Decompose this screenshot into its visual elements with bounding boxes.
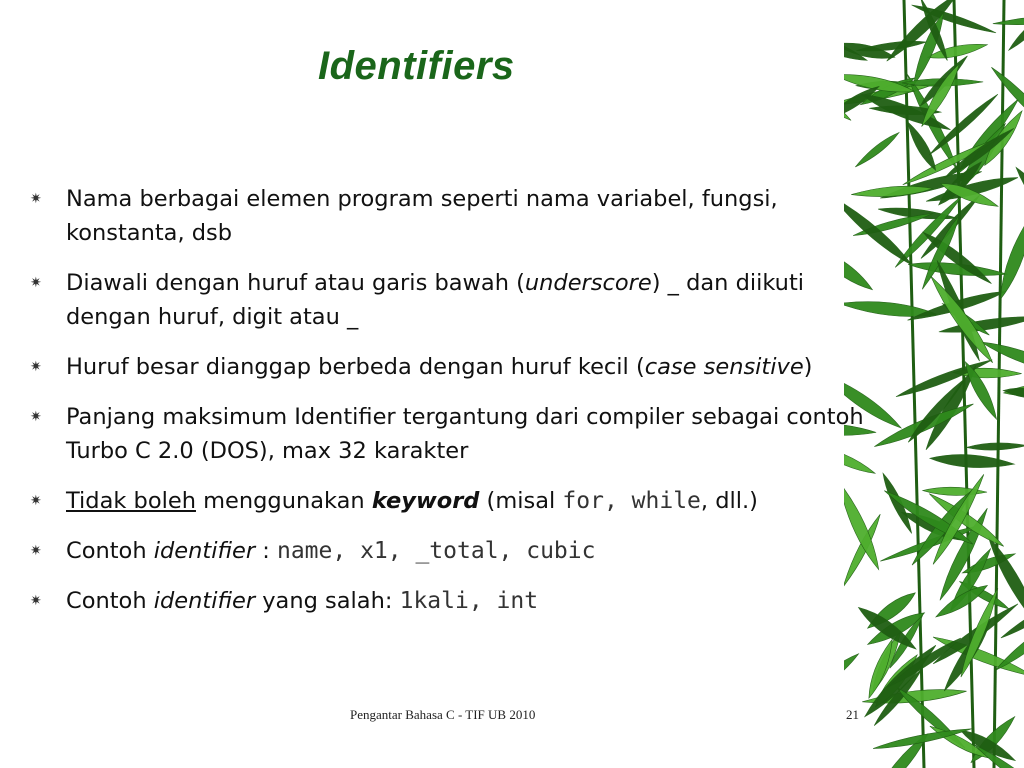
keyword-term: keyword [371,488,480,514]
bullet-text: Diawali dengan huruf atau garis bawah ( [66,270,525,296]
bullet-item [30,584,870,618]
bullet-text: ) [803,354,813,380]
bullet-text: : [255,538,277,564]
bullet-text: Huruf besar dianggap berbeda dengan huruf kecil ( [66,354,645,380]
asterisk-bullet-icon: ✷ [30,191,42,207]
bullet-list [30,182,870,634]
bullet-item [30,266,870,334]
code-example: name, x1, _total, cubic [276,538,596,564]
bullet-text: ) _ dan diikuti dengan huruf, digit atau _ [66,270,805,330]
underlined-text: Tidak boleh [66,488,196,514]
bamboo-leaf [920,228,994,287]
bamboo-leaf [1012,164,1024,232]
bullet-item [30,484,870,518]
bullet-text: Panjang maksimum Identifier tergantung dari compiler sebagai contoh Turbo C 2.0 (DOS), max 32 karakter [66,404,864,464]
bullet-emphasis: case sensitive [644,354,804,380]
slide-title: Identifiers [318,44,515,88]
bullet-text: , dll.) [700,488,758,514]
bamboo-leaf [844,650,861,700]
bullet-item [30,182,870,250]
bamboo-leaf [1006,6,1024,53]
slide-footer: Pengantar Bahasa C - TIF UB 2010 [350,707,536,722]
bullet-text: Contoh [66,538,154,564]
bamboo-leaf [966,442,1024,451]
bullet-emphasis: underscore [524,270,652,296]
bullet-text: yang salah: [255,588,400,614]
bullet-emphasis: identifier [153,538,256,564]
bullet-text: menggunakan [195,488,372,514]
asterisk-bullet-icon: ✷ [30,493,42,509]
bullet-item [30,534,870,568]
code-example: 1kali, int [399,588,539,614]
asterisk-bullet-icon: ✷ [30,543,42,559]
bullet-text: (misal [479,488,563,514]
bullet-text: Nama berbagai elemen program seperti nama variabel, fungsi, konstanta, dsb [66,186,778,246]
asterisk-bullet-icon: ✷ [30,275,42,291]
code-example: for, while [562,488,701,514]
bullet-item [30,400,870,468]
bullet-item [30,350,870,384]
bamboo-leaf [844,52,855,125]
page-number: 21 [846,707,859,722]
bamboo-leaf [938,312,1024,337]
bamboo-leaf [853,130,901,170]
asterisk-bullet-icon: ✷ [30,593,42,609]
bullet-text: Contoh [66,588,154,614]
asterisk-bullet-icon: ✷ [30,359,42,375]
bamboo-leaf [930,452,1015,470]
bullet-emphasis: identifier [153,588,256,614]
bamboo-leaf [993,12,1024,28]
bamboo-leaves-decoration [844,0,1024,768]
asterisk-bullet-icon: ✷ [30,409,42,425]
